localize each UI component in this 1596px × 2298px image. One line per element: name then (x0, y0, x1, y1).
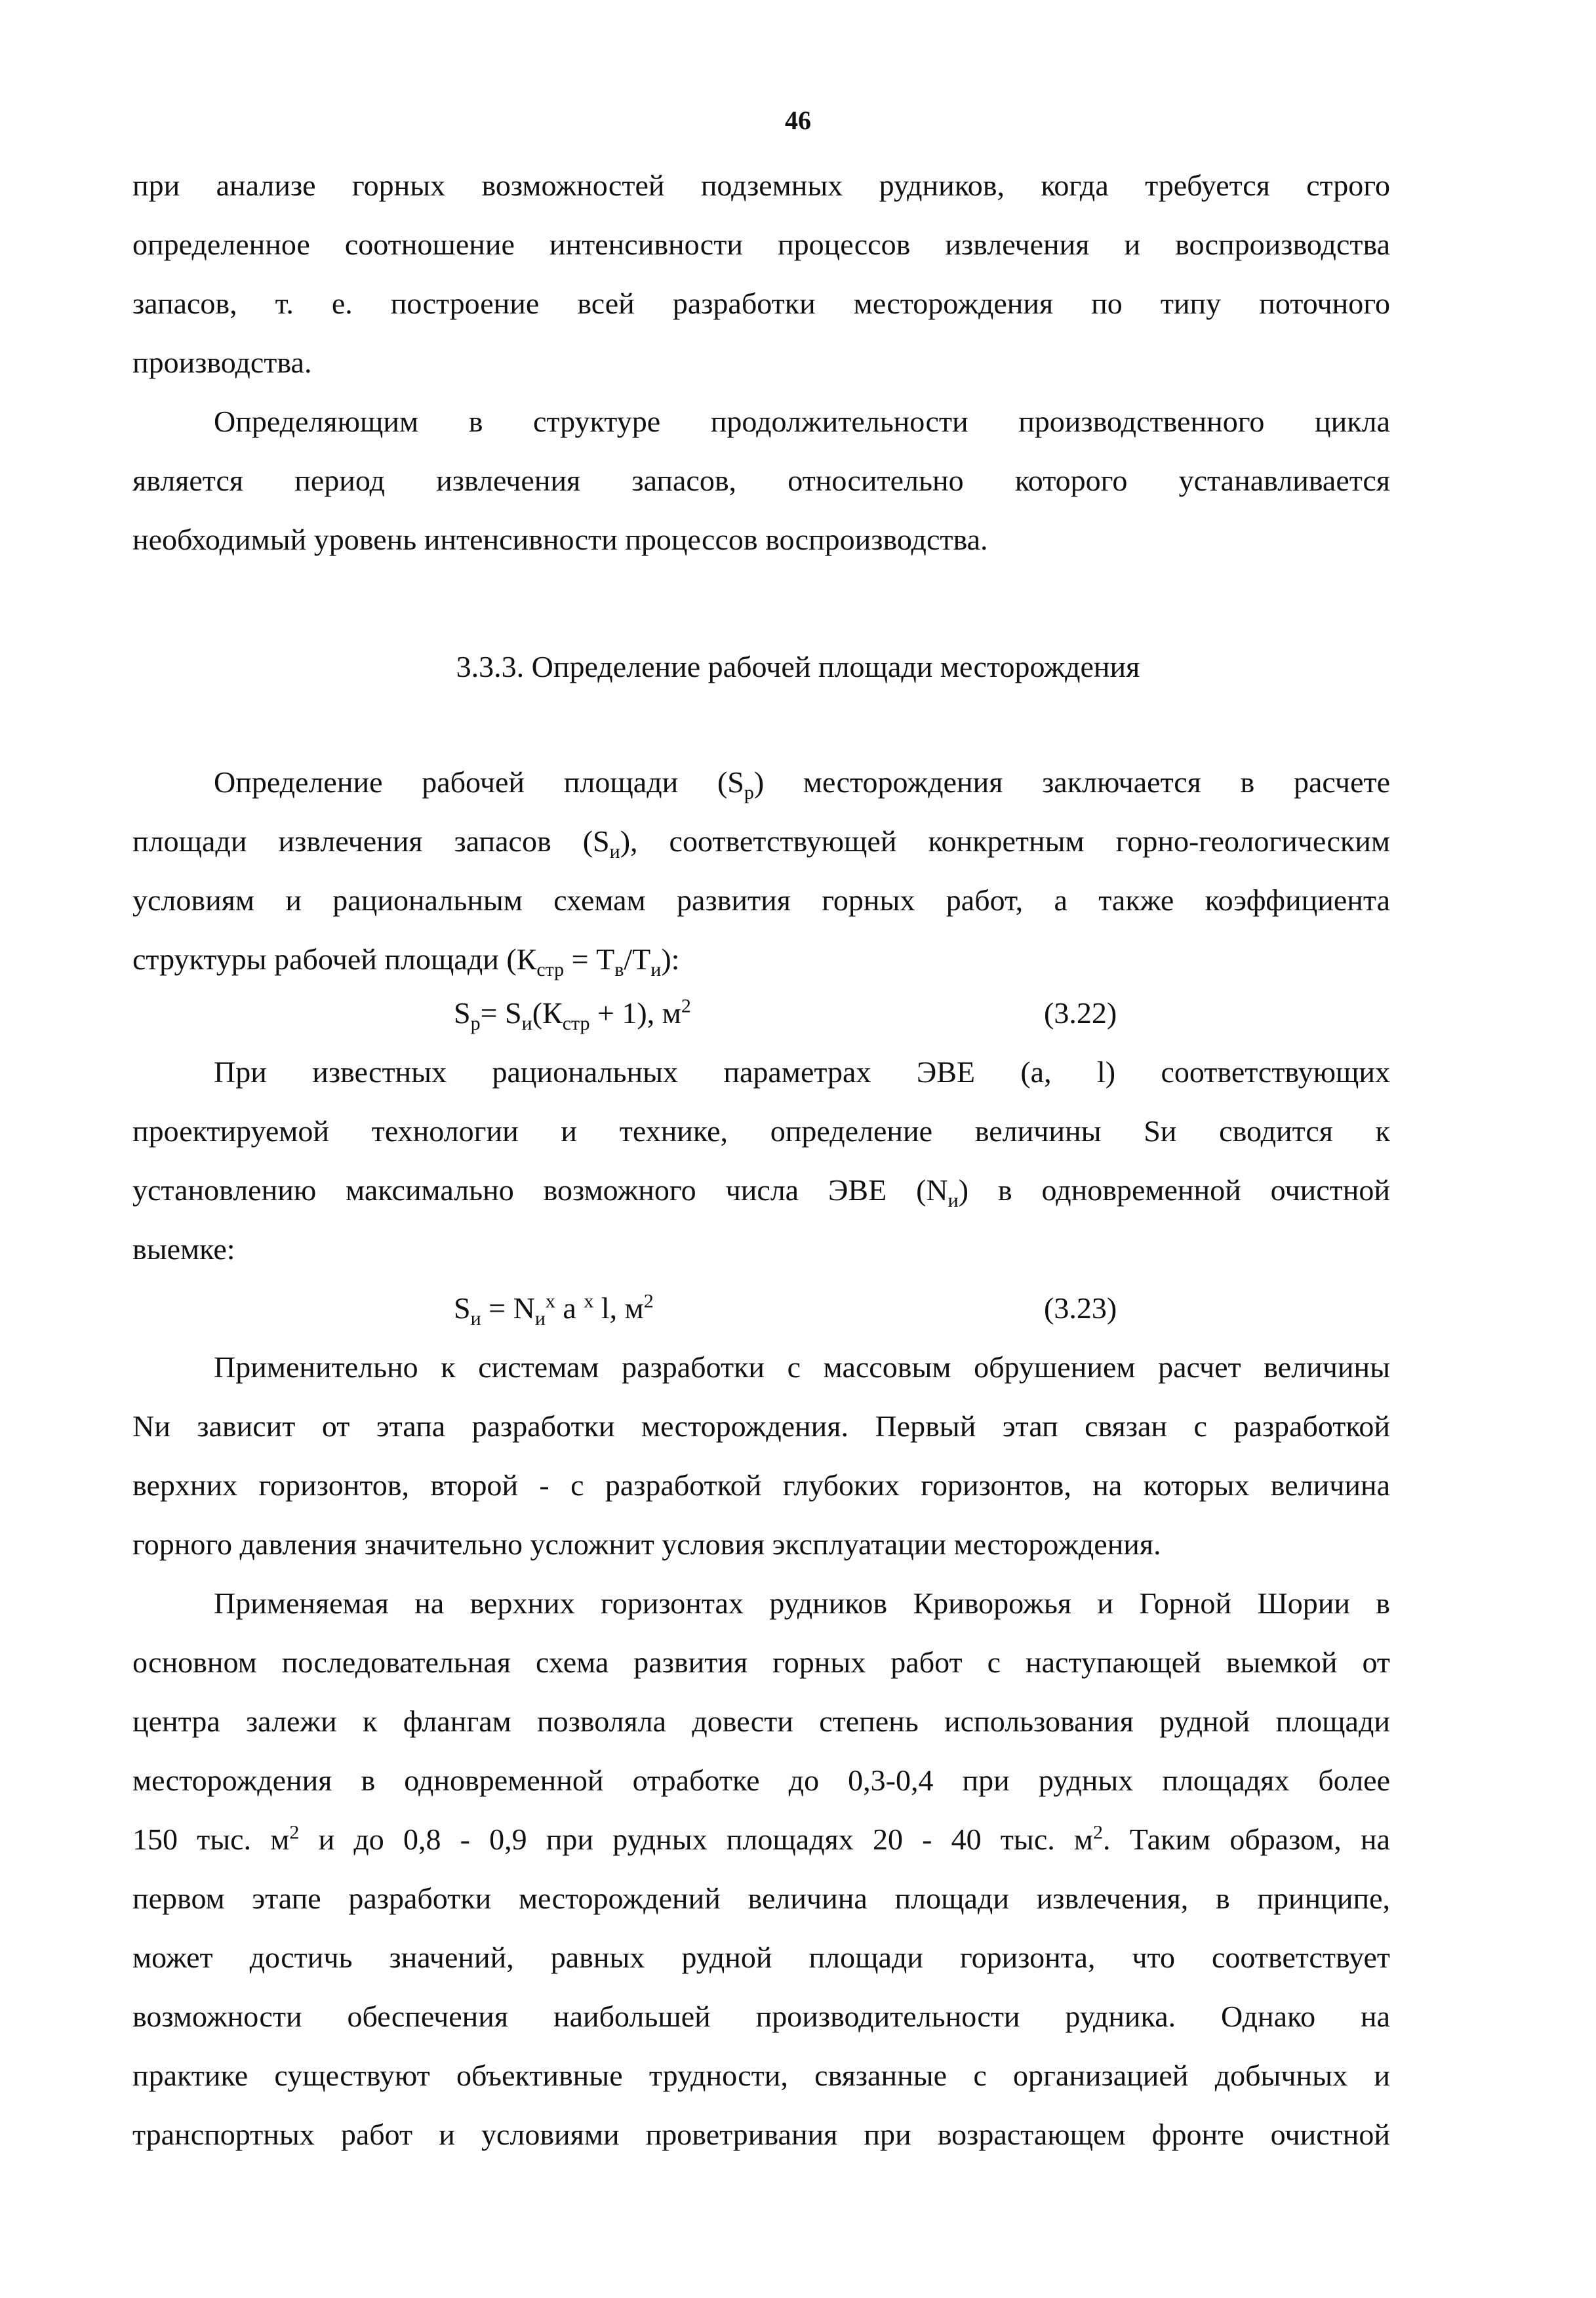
text-line: при анализе горных возможностей подземных рудников, когда требуется строго (132, 169, 1390, 202)
formula-number: (3.23) (1044, 1291, 1117, 1325)
text-line: структуры рабочей площади $(К_{стр} = Т_в/Т_и)$: (132, 942, 680, 981)
text-line: горного давления значительно усложнит условия эксплуатации месторождения. (132, 1527, 1161, 1561)
text-line: первом этапе разработки месторождений величина площади извлечения, в принципе, (132, 1882, 1390, 1915)
text-line: запасов, т. е. построение всей разработки месторождения по типу поточного (132, 287, 1390, 320)
text-line: Nи зависит от этапа разработки месторождения. Первый этап связан с разработкой (132, 1409, 1390, 1443)
text-line: проектируемой технологии и технике, определение величины Sи сводится к (132, 1114, 1390, 1148)
text-line: центра залежи к флангам позволяла довести степень использования рудной площади (132, 1704, 1390, 1738)
paragraph-2 (132, 392, 1390, 569)
text-line: транспортных работ и условиями проветривания при возрастающем фронте очистной (132, 2118, 1390, 2151)
formula-3-23 (132, 1279, 1390, 1338)
text-line: необходимый уровень интенсивности процессов воспроизводства. (132, 523, 988, 556)
paragraph-1 (132, 156, 1390, 392)
text-line: производства. (132, 346, 312, 379)
text-line: практике существуют объективные трудности, связанные с организацией добычных и (132, 2059, 1390, 2092)
text-line: установлению максимально возможного числа ЭВЕ $(N_и)$ в одновременной очистной (132, 1173, 1390, 1212)
formula-expression: $S_и = N_и^x$ a $^x$ l, $м^2$ (454, 1290, 654, 1330)
formula-3-22 (132, 984, 1390, 1043)
text-line: 150 тыс. $м^2$ и до 0,8 - 0,9 при рудных площадях 20 - 40 тыс. $м^2$. Таким образом, на (132, 1821, 1390, 1856)
text-line: площади извлечения запасов $(S_и)$, соответствующей конкретным горно-геологическим (132, 824, 1390, 863)
text-line: Применяемая на верхних горизонтах рудников Криворожья и Горной Шории в (214, 1586, 1390, 1620)
text-line: является период извлечения запасов, относительно которого устанавливается (132, 464, 1390, 497)
text-line: При известных рациональных параметрах ЭВЕ (а, l) соответствующих (214, 1055, 1390, 1089)
text-line: Определение рабочей площади $(S_р)$ месторождения заключается в расчете (214, 765, 1391, 804)
section-heading: 3.3.3. Определение рабочей площади месторождения (456, 650, 1140, 683)
formula-number: (3.22) (1044, 996, 1117, 1030)
text-line: выемке: (132, 1232, 235, 1266)
text-line: месторождения в одновременной отработке до 0,3-0,4 при рудных площадях более (132, 1764, 1390, 1797)
page-number: 46 (785, 106, 811, 135)
text-line: верхних горизонтов, второй - с разработкой глубоких горизонтов, на которых величина (132, 1468, 1390, 1502)
formula-expression: $S_р= S_и(К_{стр} + 1)$, $м^2$ (454, 995, 691, 1035)
text-line: условиям и рациональным схемам развития горных работ, а также коэффициента (132, 883, 1390, 917)
paragraph-4 (132, 1043, 1390, 1279)
text-line: возможности обеспечения наибольшей производительности рудника. Однако на (132, 2000, 1390, 2033)
text-line: основном последовательная схема развития горных работ с наступающей выемкой от (132, 1645, 1390, 1679)
text-line: Определяющим в структуре продолжительности производственного цикла (214, 405, 1390, 438)
paragraph-5 (132, 1338, 1390, 1574)
paragraph-6 (132, 1574, 1390, 2164)
text-line: может достичь значений, равных рудной площади горизонта, что соответствует (132, 1941, 1390, 1974)
paragraph-3 (132, 753, 1390, 989)
text-line: Применительно к системам разработки с массовым обрушением расчет величины (214, 1350, 1390, 1384)
text-line: определенное соотношение интенсивности процессов извлечения и воспроизводства (132, 228, 1390, 261)
